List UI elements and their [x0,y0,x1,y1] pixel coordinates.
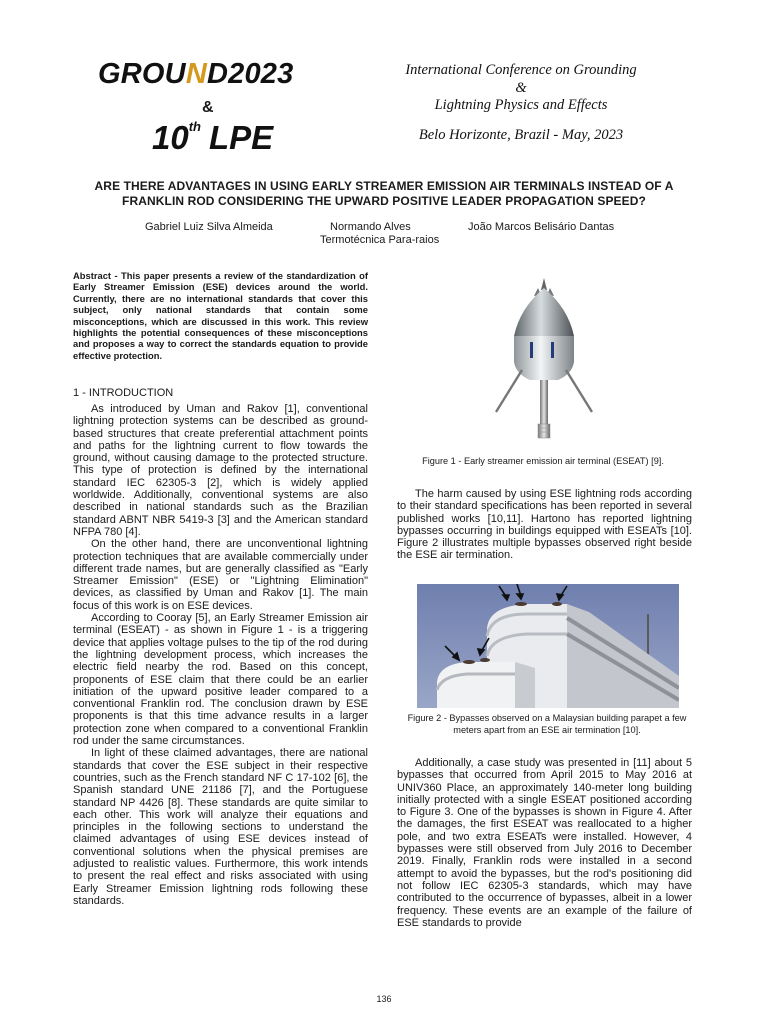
right-column-paragraph-1 [397,488,692,562]
abstract: Abstract - This paper presents a review of the standardization of Early Streamer Emission (ESE) devices around the world. Currently, there are no international standards that cover this subject, only national standards that contain some misconceptions, which are discussed in this work. This review highlights the potential consequences of these misconceptions and proposes a way to correct the standards equation to provide effective protection. [73,270,368,361]
left-column-body [73,403,368,907]
author-2: Normando Alves [330,221,411,233]
logo-ampersand: & [202,99,214,116]
figure-1-caption: Figure 1 - Early streamer emission air terminal (ESEAT) [9]. [422,456,664,466]
figure-2-caption: Figure 2 - Bypasses observed on a Malaysian building parapet a few meters apart from an ESE air termination [10]. [407,713,687,735]
paper-title: ARE THERE ADVANTAGES IN USING EARLY STREAMER EMISSION AIR TERMINALS INSTEAD OF A FRANKLIN ROD CONSIDERING THE UPWARD POSITIVE LEADER PROPAGATION SPEED? [94,179,674,208]
paragraph: Additionally, a case study was presented in [11] about 5 bypasses that occurred from April 2015 to May 2016 at UNIV360 Place, an approximately 140-meter long building initially protected with a single ESEAT positioned according to Figure 3. One of the bypasses is shown in Figure 4. After the damages, the first ESEAT was reallocated to a higher pole, and two extra ESEATs were installed. However, 4 bypasses were still observed from July 2016 to December 2019. Finally, Franklin rods were installed in a second attempt to avoid the bypasses, but the rod's positioning did not follow IEC 62305-3 standards, which may have contributed to the occurrence of bypasses, albeit in a lower frequency. These events are an example of the failure of ESE standards to provide [397,757,692,929]
figure-2-building-photo [417,584,679,708]
affiliation: Termotécnica Para-raios [320,234,440,246]
conference-line-2: & [515,80,527,96]
paragraph: As introduced by Uman and Rakov [1], conventional lightning protection systems can be described as ground-based structures that create preferential attachment points and paths for the lightning current to flow towards the ground, without causing damage to the protected structure. This type of protection is defined by the international standard IEC 62305-3 [2], which is widely applied worldwide. Additionally, conventional systems are also described in national standards such as the Brazilian standard ABNT NBR 5419-3 [3] and the American standard NFPA 780 [4]. [73,403,368,538]
logo-lpe: 10th LPE [152,119,274,156]
section-heading: 1 - INTRODUCTION [73,387,174,399]
logo-highlight-letter: N [185,58,207,90]
author-1: Gabriel Luiz Silva Almeida [145,221,273,233]
logo-ground2023: GROUND2023 [98,58,294,90]
paragraph: The harm caused by using ESE lightning rods according to their standard specifications has been reported in several published works [10,11]. Hartono has reported lightning bypasses occurring in buildings equipped with ESEATs [10]. Figure 2 illustrates multiple bypasses observed right beside the ESE air termination. [397,488,692,562]
paragraph: According to Cooray [5], an Early Streamer Emission air terminal (ESEAT) - as shown in Figure 1 - is a triggering device that applies voltage pulses to the tip of the rod during the lightning development process, which increases the electric field nearby the rod. Based on this concept, proponents of ESE claim that there could be an earlier initiation of the upward positive leader compared to a conventional Franklin rod. The conclusion drawn by ESE proponents is that this time advance results in a larger protection zone when compared to a conventional Franklin rod under the same circumstances. [73,612,368,748]
figure-1-ese-terminal [488,278,600,444]
conference-line-1: International Conference on Grounding [405,62,637,78]
conference-line-4: Belo Horizonte, Brazil - May, 2023 [418,127,624,143]
paragraph: In light of these claimed advantages, there are national standards that cover the ESE subject in their respective countries, such as the French standard NF C 17-102 [6], the Spanish standard UNE 21186 [7], and the Portuguese standard NP 4426 [8]. These standards are quite similar to each other. This work will analyze their equations and principles in the following sections to understand the claimed advantages of using ESE devices instead of conventional solutions when the physical premises are adjusted to realistic values. Furthermore, this work intends to present the real effect and risks associated with using Early Streamer Emission lightning rods following these standards. [73,747,368,907]
author-3: João Marcos Belisário Dantas [468,221,615,233]
right-column-paragraph-2 [397,757,692,929]
page-number: 136 [376,994,392,1004]
paragraph: On the other hand, there are unconventional lightning protection techniques that are available commercially under different trade names, but are generally classified as "Early Streamer Emission" (ESE) or "Lightning Elimination" devices, as classified by Uman and Rakov [1]. The main focus of this work is on ESE devices. [73,538,368,612]
conference-line-3: Lightning Physics and Effects [434,97,608,113]
